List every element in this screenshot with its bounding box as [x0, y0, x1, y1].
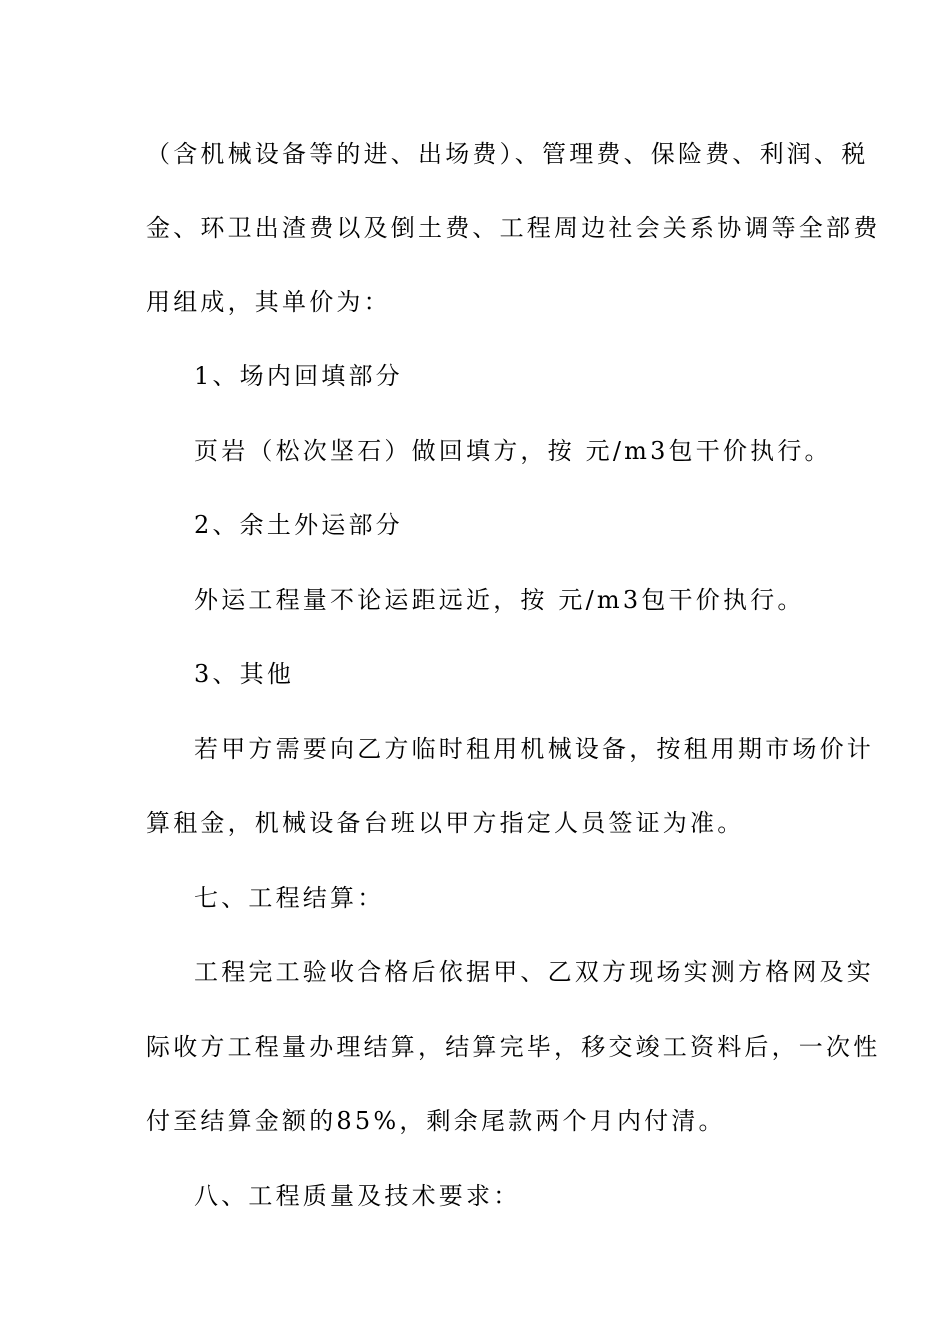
text-line-14: 付至结算金额的85%，剩余尾款两个月内付清。 — [146, 1107, 726, 1135]
chapter-heading-7: 七、工程结算： — [194, 884, 385, 912]
text-line-9: 若甲方需要向乙方临时租用机械设备，按租用期市场价计 — [194, 735, 874, 763]
section-heading-1: 1、场内回填部分 — [194, 362, 403, 390]
text-line-12: 工程完工验收合格后依据甲、乙双方现场实测方格网及实 — [194, 958, 874, 986]
text-line-1: （含机械设备等的进、出场费）、管理费、保险费、利润、税 — [146, 140, 869, 168]
section-heading-3: 3、其他 — [194, 660, 295, 688]
text-line-5: 页岩（松次坚石）做回填方，按 元/m3包干价执行。 — [194, 437, 832, 465]
text-line-2: 金、环卫出渣费以及倒土费、工程周边社会关系协调等全部费 — [146, 214, 881, 242]
text-line-7: 外运工程量不论运距远近，按 元/m3包干价执行。 — [194, 586, 805, 614]
text-line-13: 际收方工程量办理结算，结算完毕，移交竣工资料后，一次性 — [146, 1033, 881, 1061]
text-line-10: 算租金，机械设备台班以甲方指定人员签证为准。 — [146, 809, 745, 837]
chapter-heading-8: 八、工程质量及技术要求： — [194, 1182, 521, 1210]
section-heading-2: 2、余土外运部分 — [194, 511, 403, 539]
text-line-3: 用组成，其单价为： — [146, 288, 391, 316]
